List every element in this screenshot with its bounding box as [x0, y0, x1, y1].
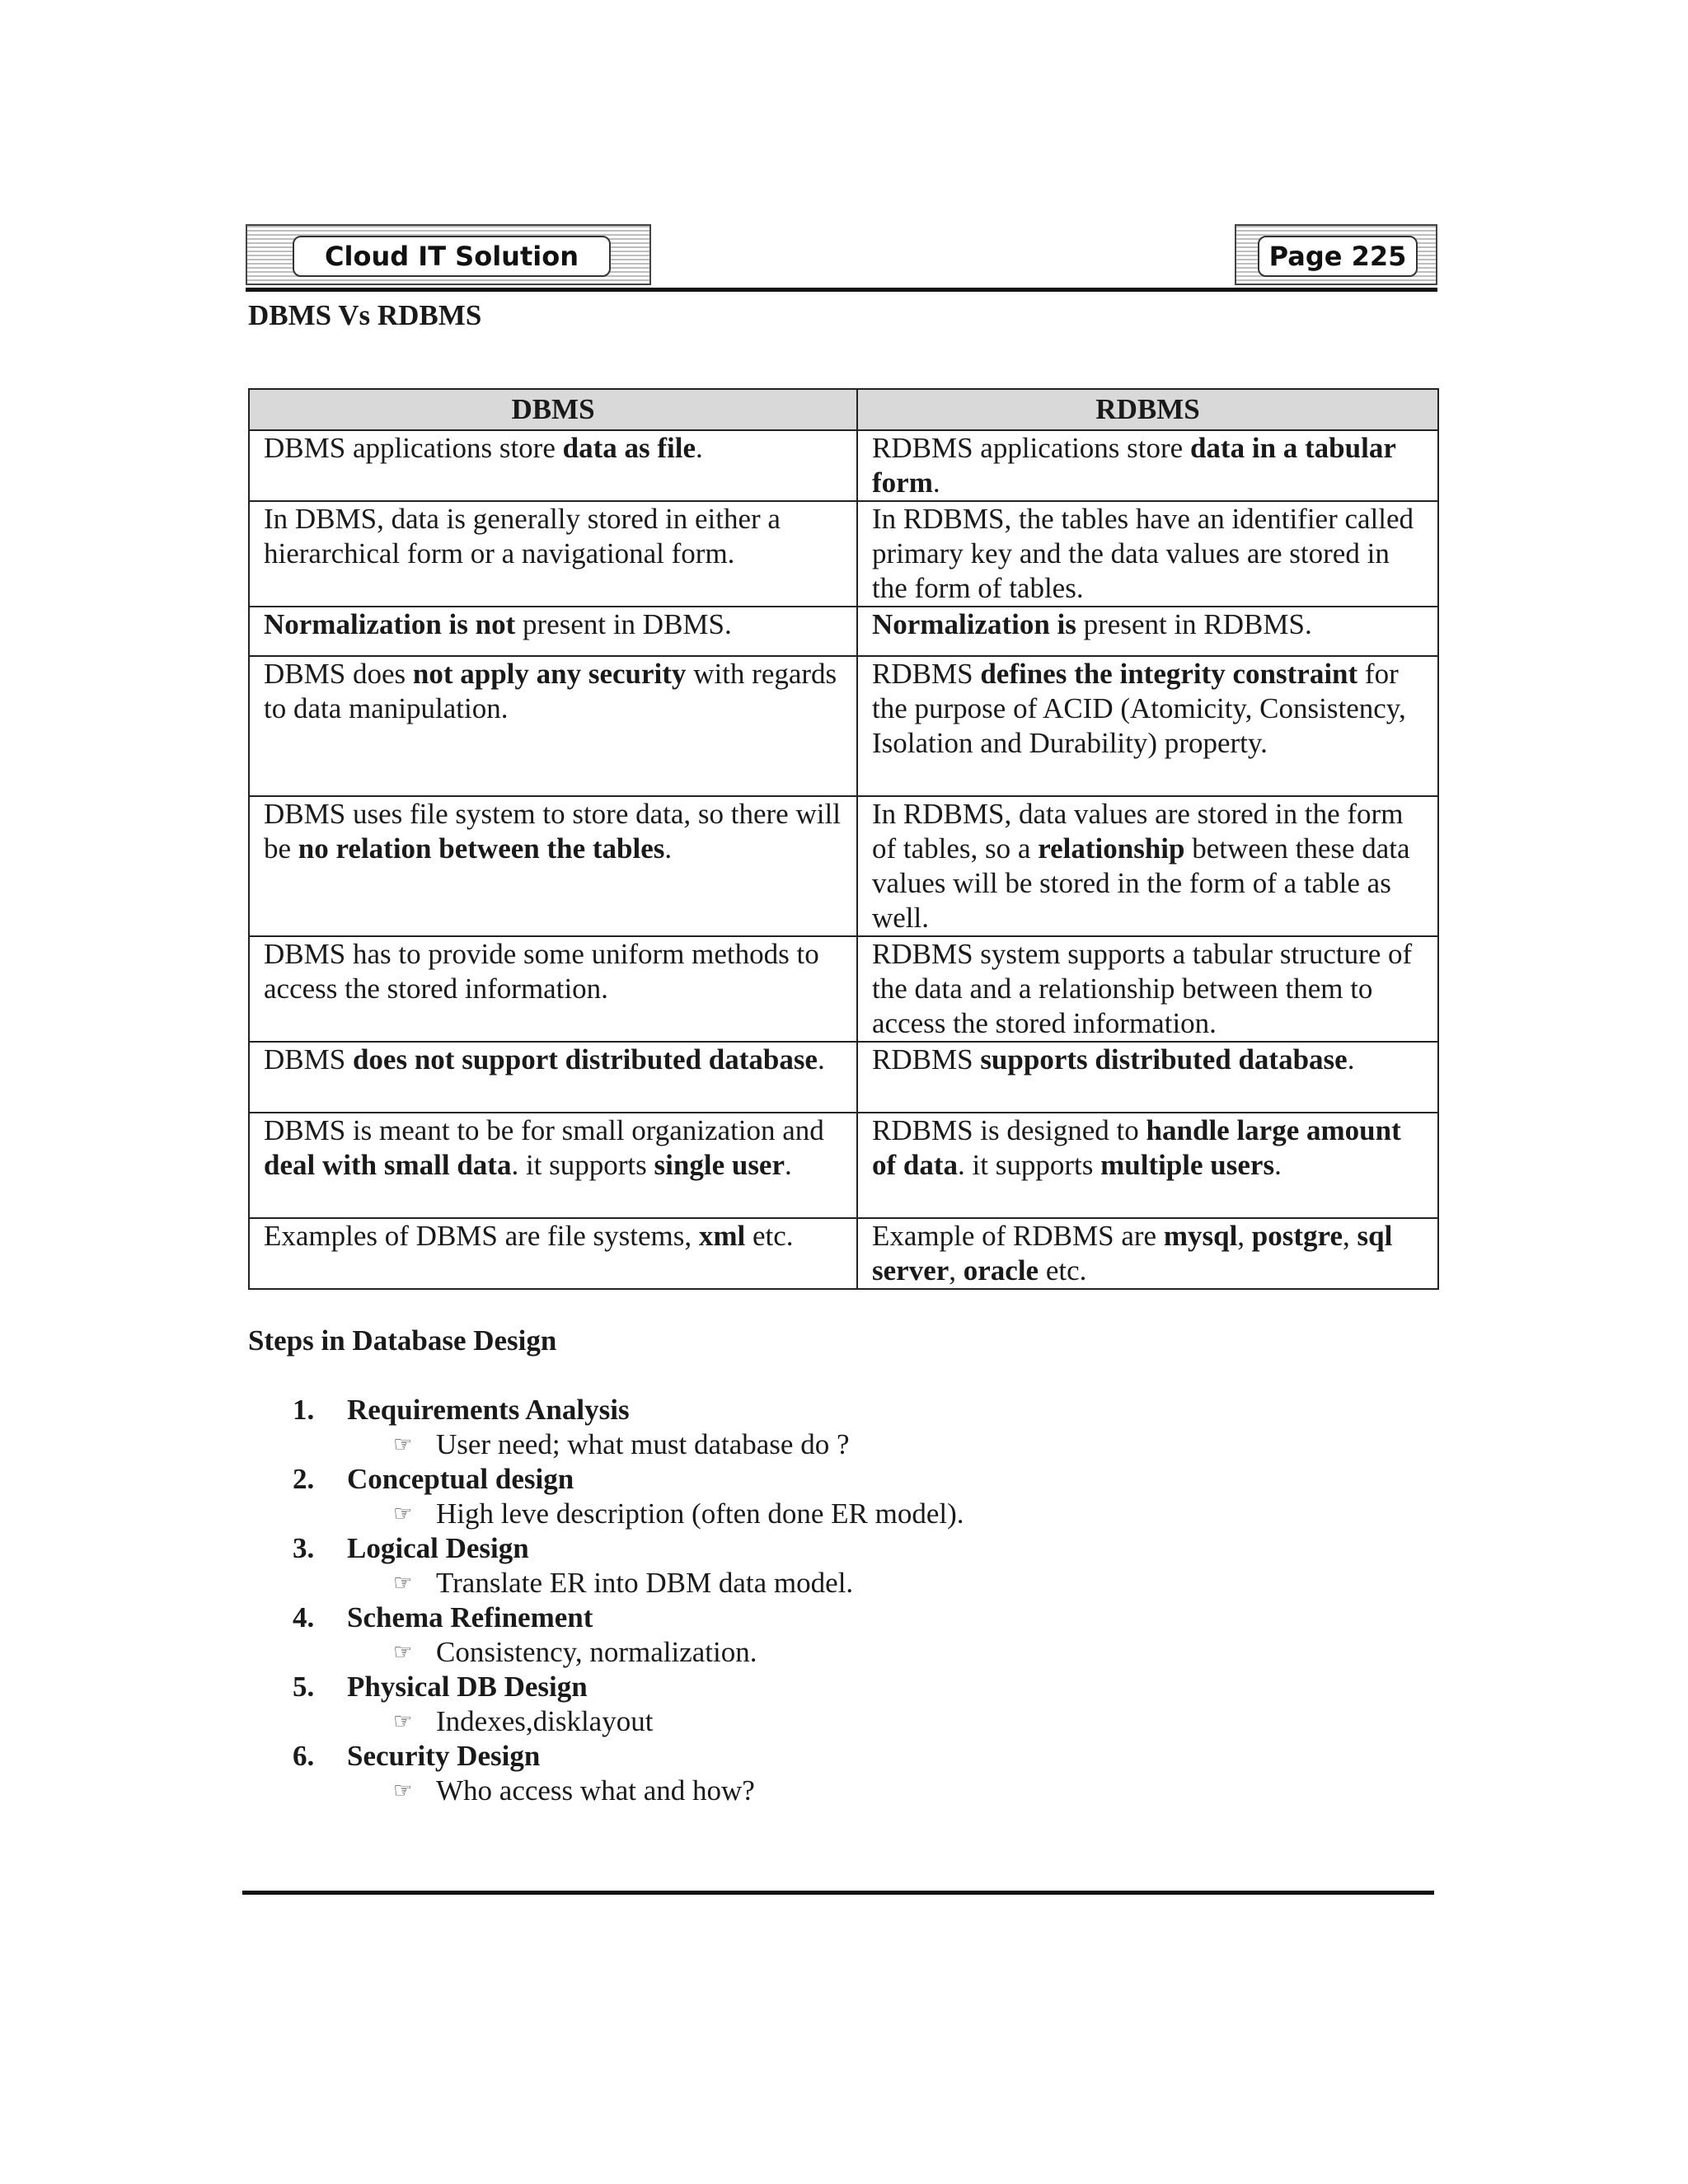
step-title: Conceptual design — [347, 1463, 574, 1495]
table-row — [249, 607, 1438, 656]
bold-text: xml — [698, 1220, 746, 1252]
bold-text: no relation between the tables — [298, 832, 665, 865]
text-run: In RDBMS, data values are stored in the form of tables, so a — [872, 798, 1404, 865]
pointing-hand-icon: ☞ — [393, 1432, 413, 1457]
dbms-cell — [249, 1113, 857, 1218]
step-number: 6. — [293, 1740, 315, 1772]
text-run: present in DBMS. — [515, 608, 732, 640]
rdbms-cell — [857, 656, 1438, 796]
bold-text: mysql — [1163, 1220, 1238, 1252]
rdbms-cell — [857, 936, 1438, 1042]
step-detail: High leve description (often done ER model). — [436, 1497, 964, 1530]
rdbms-cell — [857, 607, 1438, 656]
text-run: . — [817, 1043, 825, 1076]
dbms-cell — [249, 430, 857, 501]
bold-text: deal with small data — [264, 1149, 512, 1181]
step-detail: User need; what must database do ? — [436, 1428, 850, 1460]
text-run: In DBMS, data is generally stored in either a hierarchical form or a navigational form. — [264, 503, 781, 569]
dbms-cell — [249, 1218, 857, 1289]
text-run: present in RDBMS. — [1076, 608, 1312, 640]
text-run: DBMS has to provide some uniform methods to access the stored information. — [264, 938, 819, 1005]
column-header-dbms: DBMS — [249, 389, 857, 430]
bold-text: postgre — [1251, 1220, 1343, 1252]
table-header-row — [249, 389, 1438, 430]
header-title: Cloud IT Solution — [293, 236, 611, 277]
bold-text: does not support distributed database — [352, 1043, 818, 1076]
text-run: . it supports — [958, 1149, 1101, 1181]
list-item — [293, 1601, 964, 1670]
table-row — [249, 1218, 1438, 1289]
header-left-box — [246, 224, 651, 285]
table-row — [249, 1042, 1438, 1113]
dbms-cell — [249, 936, 857, 1042]
footer-rule — [242, 1891, 1434, 1895]
column-header-rdbms: RDBMS — [857, 389, 1438, 430]
text-run: . — [932, 466, 940, 499]
pointing-hand-icon: ☞ — [393, 1640, 413, 1665]
text-run: DBMS is meant to be for small organization and — [264, 1114, 824, 1146]
bold-text: handle large amount of data — [872, 1114, 1401, 1181]
header-page-box — [1235, 224, 1437, 285]
bold-text: Normalization is not — [264, 608, 516, 640]
dbms-cell — [249, 1042, 857, 1113]
comparison-table — [248, 388, 1439, 1290]
text-run: DBMS uses file system to store data, so there will be — [264, 798, 841, 865]
table-row — [249, 796, 1438, 936]
bold-text: data in a tabular form — [872, 432, 1396, 499]
table-row — [249, 936, 1438, 1042]
text-run: RDBMS — [872, 1043, 981, 1076]
pointing-hand-icon: ☞ — [393, 1571, 413, 1596]
step-detail: Indexes,disklayout — [436, 1705, 654, 1737]
text-run: RDBMS system supports a tabular structure of the data and a relationship between them to access the stored information. — [872, 938, 1413, 1039]
step-detail: Who access what and how? — [436, 1774, 755, 1807]
pointing-hand-icon: ☞ — [393, 1502, 413, 1526]
text-run: . it supports — [511, 1149, 654, 1181]
bold-text: oracle — [963, 1254, 1039, 1286]
text-run: , — [1237, 1220, 1252, 1252]
section-title-steps: Steps in Database Design — [248, 1324, 557, 1357]
dbms-cell — [249, 501, 857, 607]
bold-text: relationship — [1038, 832, 1185, 865]
bold-text: single user — [654, 1149, 785, 1181]
bold-text: multiple users — [1100, 1149, 1275, 1181]
steps-list — [293, 1393, 964, 1808]
text-run: DBMS — [264, 1043, 353, 1076]
section-title-dbms-vs-rdbms: DBMS Vs RDBMS — [248, 299, 482, 331]
dbms-cell — [249, 607, 857, 656]
text-run: . — [785, 1149, 792, 1181]
text-run: with regards to data manipulation. — [264, 658, 837, 724]
text-run: DBMS applications store — [264, 432, 563, 464]
step-number: 4. — [293, 1601, 315, 1633]
text-run: Examples of DBMS are file systems, — [264, 1220, 699, 1252]
rdbms-cell — [857, 1218, 1438, 1289]
list-item — [293, 1739, 964, 1808]
rdbms-cell — [857, 1113, 1438, 1218]
step-detail: Translate ER into DBM data model. — [436, 1567, 854, 1599]
list-item — [293, 1670, 964, 1739]
step-title: Logical Design — [347, 1532, 529, 1564]
step-title: Schema Refinement — [347, 1601, 593, 1633]
text-run: , — [1342, 1220, 1357, 1252]
list-item — [293, 1531, 964, 1601]
pointing-hand-icon: ☞ — [393, 1779, 413, 1803]
text-run: etc. — [745, 1220, 794, 1252]
text-run: In RDBMS, the tables have an identifier called primary key and the data values are stored in the form of tables. — [872, 503, 1414, 604]
dbms-cell — [249, 796, 857, 936]
rdbms-cell — [857, 430, 1438, 501]
text-run: Example of RDBMS are — [872, 1220, 1164, 1252]
table-row — [249, 430, 1438, 501]
bold-text: Normalization is — [872, 608, 1076, 640]
list-item — [293, 1393, 964, 1462]
table-row — [249, 1113, 1438, 1218]
rdbms-cell — [857, 796, 1438, 936]
text-run: . — [1347, 1043, 1355, 1076]
bold-text: data as file — [562, 432, 696, 464]
text-run: . — [696, 432, 703, 464]
rdbms-cell — [857, 1042, 1438, 1113]
step-number: 3. — [293, 1532, 315, 1564]
text-run: RDBMS is designed to — [872, 1114, 1146, 1146]
step-number: 2. — [293, 1463, 315, 1495]
table-row — [249, 501, 1438, 607]
text-run: between these data values will be stored in the form of a table as well. — [872, 832, 1410, 934]
text-run: DBMS does — [264, 658, 413, 690]
text-run: . — [664, 832, 673, 865]
bold-text: defines the integrity constraint — [980, 658, 1358, 690]
step-title: Physical DB Design — [347, 1671, 588, 1703]
header-rule — [246, 288, 1437, 292]
dbms-cell — [249, 656, 857, 796]
table-row — [249, 656, 1438, 796]
step-title: Requirements Analysis — [347, 1394, 630, 1426]
text-run: etc. — [1039, 1254, 1087, 1286]
text-run: RDBMS — [872, 658, 981, 690]
text-run: for the purpose of ACID (Atomicity, Consistency, Isolation and Durability) property. — [872, 658, 1406, 759]
list-item — [293, 1462, 964, 1531]
step-title: Security Design — [347, 1740, 541, 1772]
page-number: Page 225 — [1258, 236, 1418, 277]
bold-text: not apply any security — [412, 658, 687, 690]
step-number: 5. — [293, 1671, 315, 1703]
text-run: , — [949, 1254, 964, 1286]
text-run: . — [1274, 1149, 1282, 1181]
rdbms-cell — [857, 501, 1438, 607]
pointing-hand-icon: ☞ — [393, 1709, 413, 1734]
bold-text: sql server — [872, 1220, 1393, 1286]
step-number: 1. — [293, 1394, 315, 1426]
step-detail: Consistency, normalization. — [436, 1636, 757, 1668]
text-run: RDBMS applications store — [872, 432, 1190, 464]
bold-text: supports distributed database — [980, 1043, 1348, 1076]
